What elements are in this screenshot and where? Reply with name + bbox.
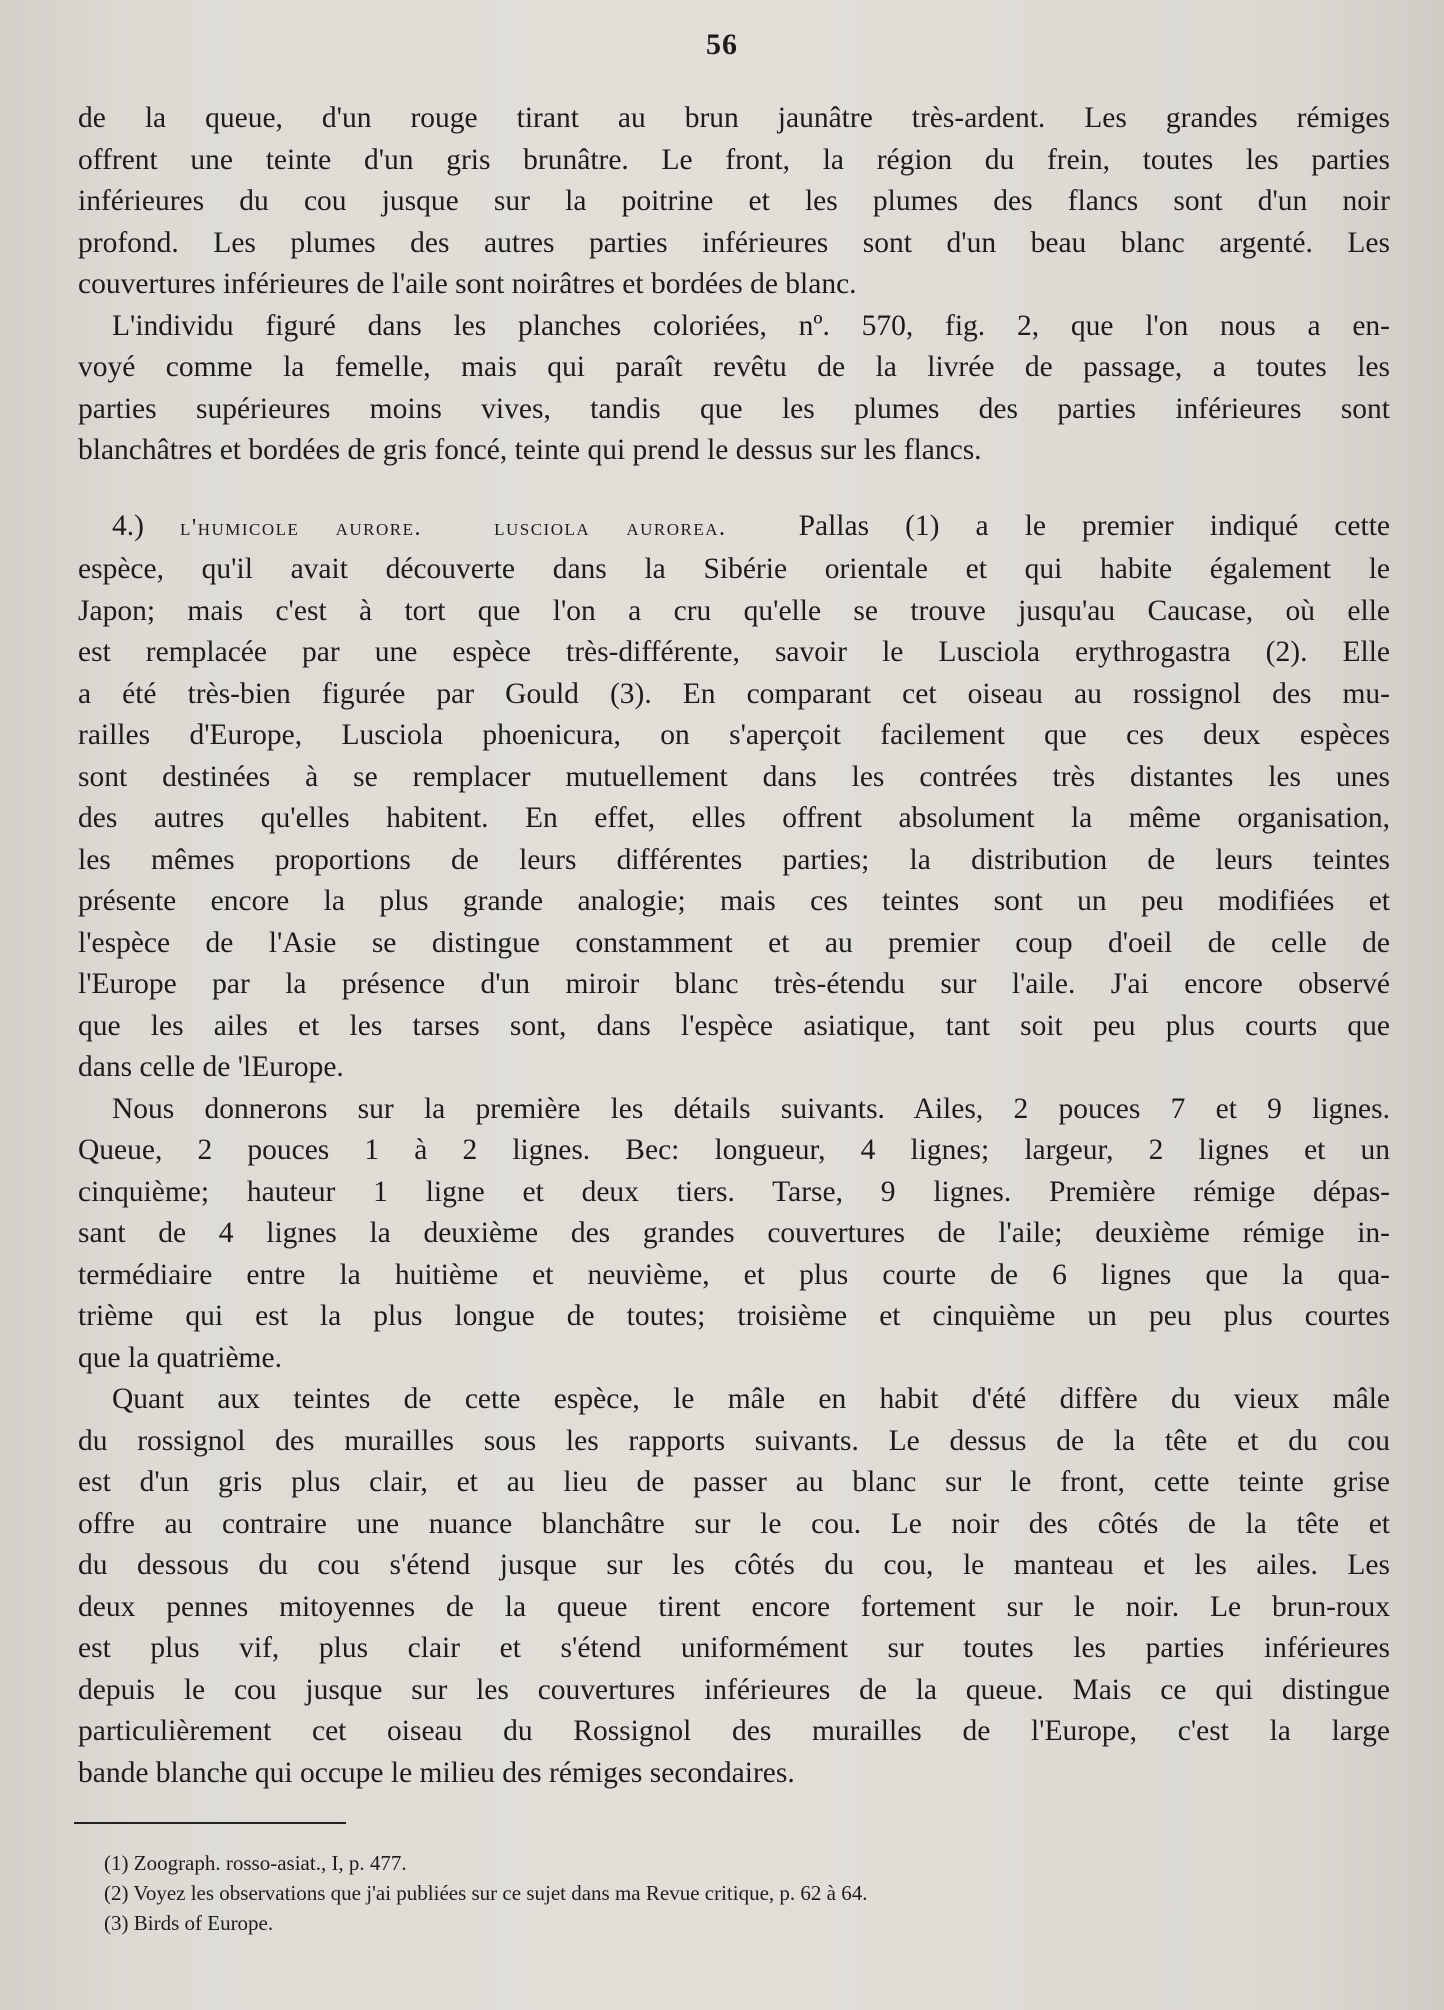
text-line: deux pennes mitoyennes de la queue tirent encore fortement sur le noir. Le brun-roux bbox=[78, 1590, 1390, 1623]
footnote-divider bbox=[74, 1822, 346, 1824]
text-line: est remplacée par une espèce très-différente, savoir le Lusciola erythrogastra (2). Elle bbox=[78, 636, 1390, 668]
text-line: termédiaire entre la huitième et neuvième, et plus courte de 6 lignes que la qua- bbox=[78, 1258, 1390, 1291]
text-line: sant de 4 lignes la deuxième des grandes couvertures de l'aile; deuxième rémige in- bbox=[78, 1217, 1390, 1249]
text-line: voyé comme la femelle, mais qui paraît revêtu de la livrée de passage, a toutes les bbox=[78, 351, 1390, 383]
section-gap bbox=[78, 472, 1390, 506]
species-latin-name: lusciola aurorea. bbox=[494, 514, 727, 541]
paragraph-colors bbox=[78, 1379, 1390, 1794]
text-line: des autres qu'elles habitent. En effet, elles offrent absolument la même organisation, bbox=[78, 802, 1390, 834]
paragraph-measurements bbox=[78, 1089, 1390, 1380]
text-line: depuis le cou jusque sur les couvertures inférieures de la queue. Mais ce qui distingue bbox=[78, 1673, 1390, 1706]
text-line: est d'un gris plus clair, et au lieu de passer au blanc sur le front, cette teinte grise bbox=[78, 1466, 1390, 1498]
text-line: Quant aux teintes de cette espèce, le mâle en habit d'été diffère du vieux mâle bbox=[112, 1383, 1390, 1415]
text-line: Queue, 2 pouces 1 à 2 lignes. Bec: longueur, 4 lignes; largeur, 2 lignes et un bbox=[78, 1134, 1390, 1166]
text-line: parties supérieures moins vives, tandis que les plumes des parties inférieures sont bbox=[78, 392, 1390, 425]
page-number: 56 bbox=[706, 28, 738, 61]
text-line: offre au contraire une nuance blanchâtre sur le cou. Le noir des côtés de la tête et bbox=[78, 1507, 1390, 1540]
text-line: blanchâtres et bordées de gris foncé, teinte qui prend le dessus sur les flancs. bbox=[78, 434, 982, 466]
species-section bbox=[78, 506, 1390, 1089]
text-line: sont destinées à se remplacer mutuellement dans les contrées très distantes les unes bbox=[78, 760, 1390, 793]
text-line: L'individu figuré dans les planches coloriées, nº. 570, fig. 2, que l'on nous a en- bbox=[112, 309, 1390, 342]
text-line: est plus vif, plus clair et s'étend uniformément sur toutes les parties inférieures bbox=[78, 1632, 1390, 1664]
text-line: trième qui est la plus longue de toutes; troisième et cinquième un peu plus courtes bbox=[78, 1300, 1390, 1332]
text-line: présente encore la plus grande analogie; mais ces teintes sont un peu modifiées et bbox=[78, 885, 1390, 917]
species-common-name: l'humicole aurore. bbox=[180, 514, 422, 541]
text-line: que les ailes et les tarses sont, dans l'espèce asiatique, tant soit peu plus courts que bbox=[78, 1009, 1390, 1042]
section-number: 4.) bbox=[112, 509, 144, 542]
paragraph-2 bbox=[78, 306, 1390, 472]
text-line: espèce, qu'il avait découverte dans la Sibérie orientale et qui habite également le bbox=[78, 553, 1390, 585]
text-line: particulièrement cet oiseau du Rossignol des murailles de l'Europe, c'est la large bbox=[78, 1715, 1390, 1747]
text-fragment: Pallas (1) a le premier indiqué cette bbox=[798, 509, 1390, 542]
text-line: Nous donnerons sur la première les détails suivants. Ailes, 2 pouces 7 et 9 lignes. bbox=[112, 1092, 1390, 1125]
footnote-1: (1) Zoograph. rosso-asiat., I, p. 477. bbox=[104, 1851, 407, 1875]
text-line: couvertures inférieures de l'aile sont noirâtres et bordées de blanc. bbox=[78, 268, 857, 300]
text-line: les mêmes proportions de leurs différentes parties; la distribution de leurs teintes bbox=[78, 843, 1390, 876]
text-line: offrent une teinte d'un gris brunâtre. Le front, la région du frein, toutes les parties bbox=[78, 143, 1390, 176]
text-line: bande blanche qui occupe le milieu des rémiges secondaires. bbox=[78, 1756, 795, 1789]
text-line: l'Europe par la présence d'un miroir blanc très-étendu sur l'aile. J'ai encore observé bbox=[78, 968, 1390, 1000]
paragraph-1 bbox=[78, 98, 1390, 306]
text-line: du dessous du cou s'étend jusque sur les côtés du cou, le manteau et les ailes. Les bbox=[78, 1549, 1390, 1581]
footnote-2: (2) Voyez les observations que j'ai publiées sur ce sujet dans ma Revue critique, p. 62 à 64. bbox=[104, 1881, 868, 1905]
text-line: profond. Les plumes des autres parties inférieures sont d'un beau blanc argenté. Les bbox=[78, 226, 1390, 259]
section-heading-line bbox=[78, 506, 1390, 550]
text-line: cinquième; hauteur 1 ligne et deux tiers. Tarse, 9 lignes. Première rémige dépas- bbox=[78, 1175, 1390, 1208]
text-line: l'espèce de l'Asie se distingue constamment et au premier coup d'oeil de celle de bbox=[78, 926, 1390, 959]
text-line: a été très-bien figurée par Gould (3). En comparant cet oiseau au rossignol des mu- bbox=[78, 677, 1390, 710]
body-text bbox=[78, 98, 1390, 1794]
text-line: Japon; mais c'est à tort que l'on a cru qu'elle se trouve jusqu'au Caucase, où elle bbox=[78, 594, 1390, 627]
footnotes bbox=[104, 1848, 1304, 1938]
text-line: de la queue, d'un rouge tirant au brun jaunâtre très-ardent. Les grandes rémiges bbox=[78, 102, 1390, 134]
text-line: railles d'Europe, Lusciola phoenicura, on s'aperçoit facilement que ces deux espèces bbox=[78, 719, 1390, 751]
footnote-3: (3) Birds of Europe. bbox=[104, 1911, 274, 1935]
text-line: que la quatrième. bbox=[78, 1341, 282, 1374]
text-line: inférieures du cou jusque sur la poitrine et les plumes des flancs sont d'un noir bbox=[78, 185, 1390, 217]
text-line: dans celle de 'lEurope. bbox=[78, 1051, 344, 1083]
text-line: du rossignol des murailles sous les rapports suivants. Le dessus de la tête et du cou bbox=[78, 1424, 1390, 1457]
